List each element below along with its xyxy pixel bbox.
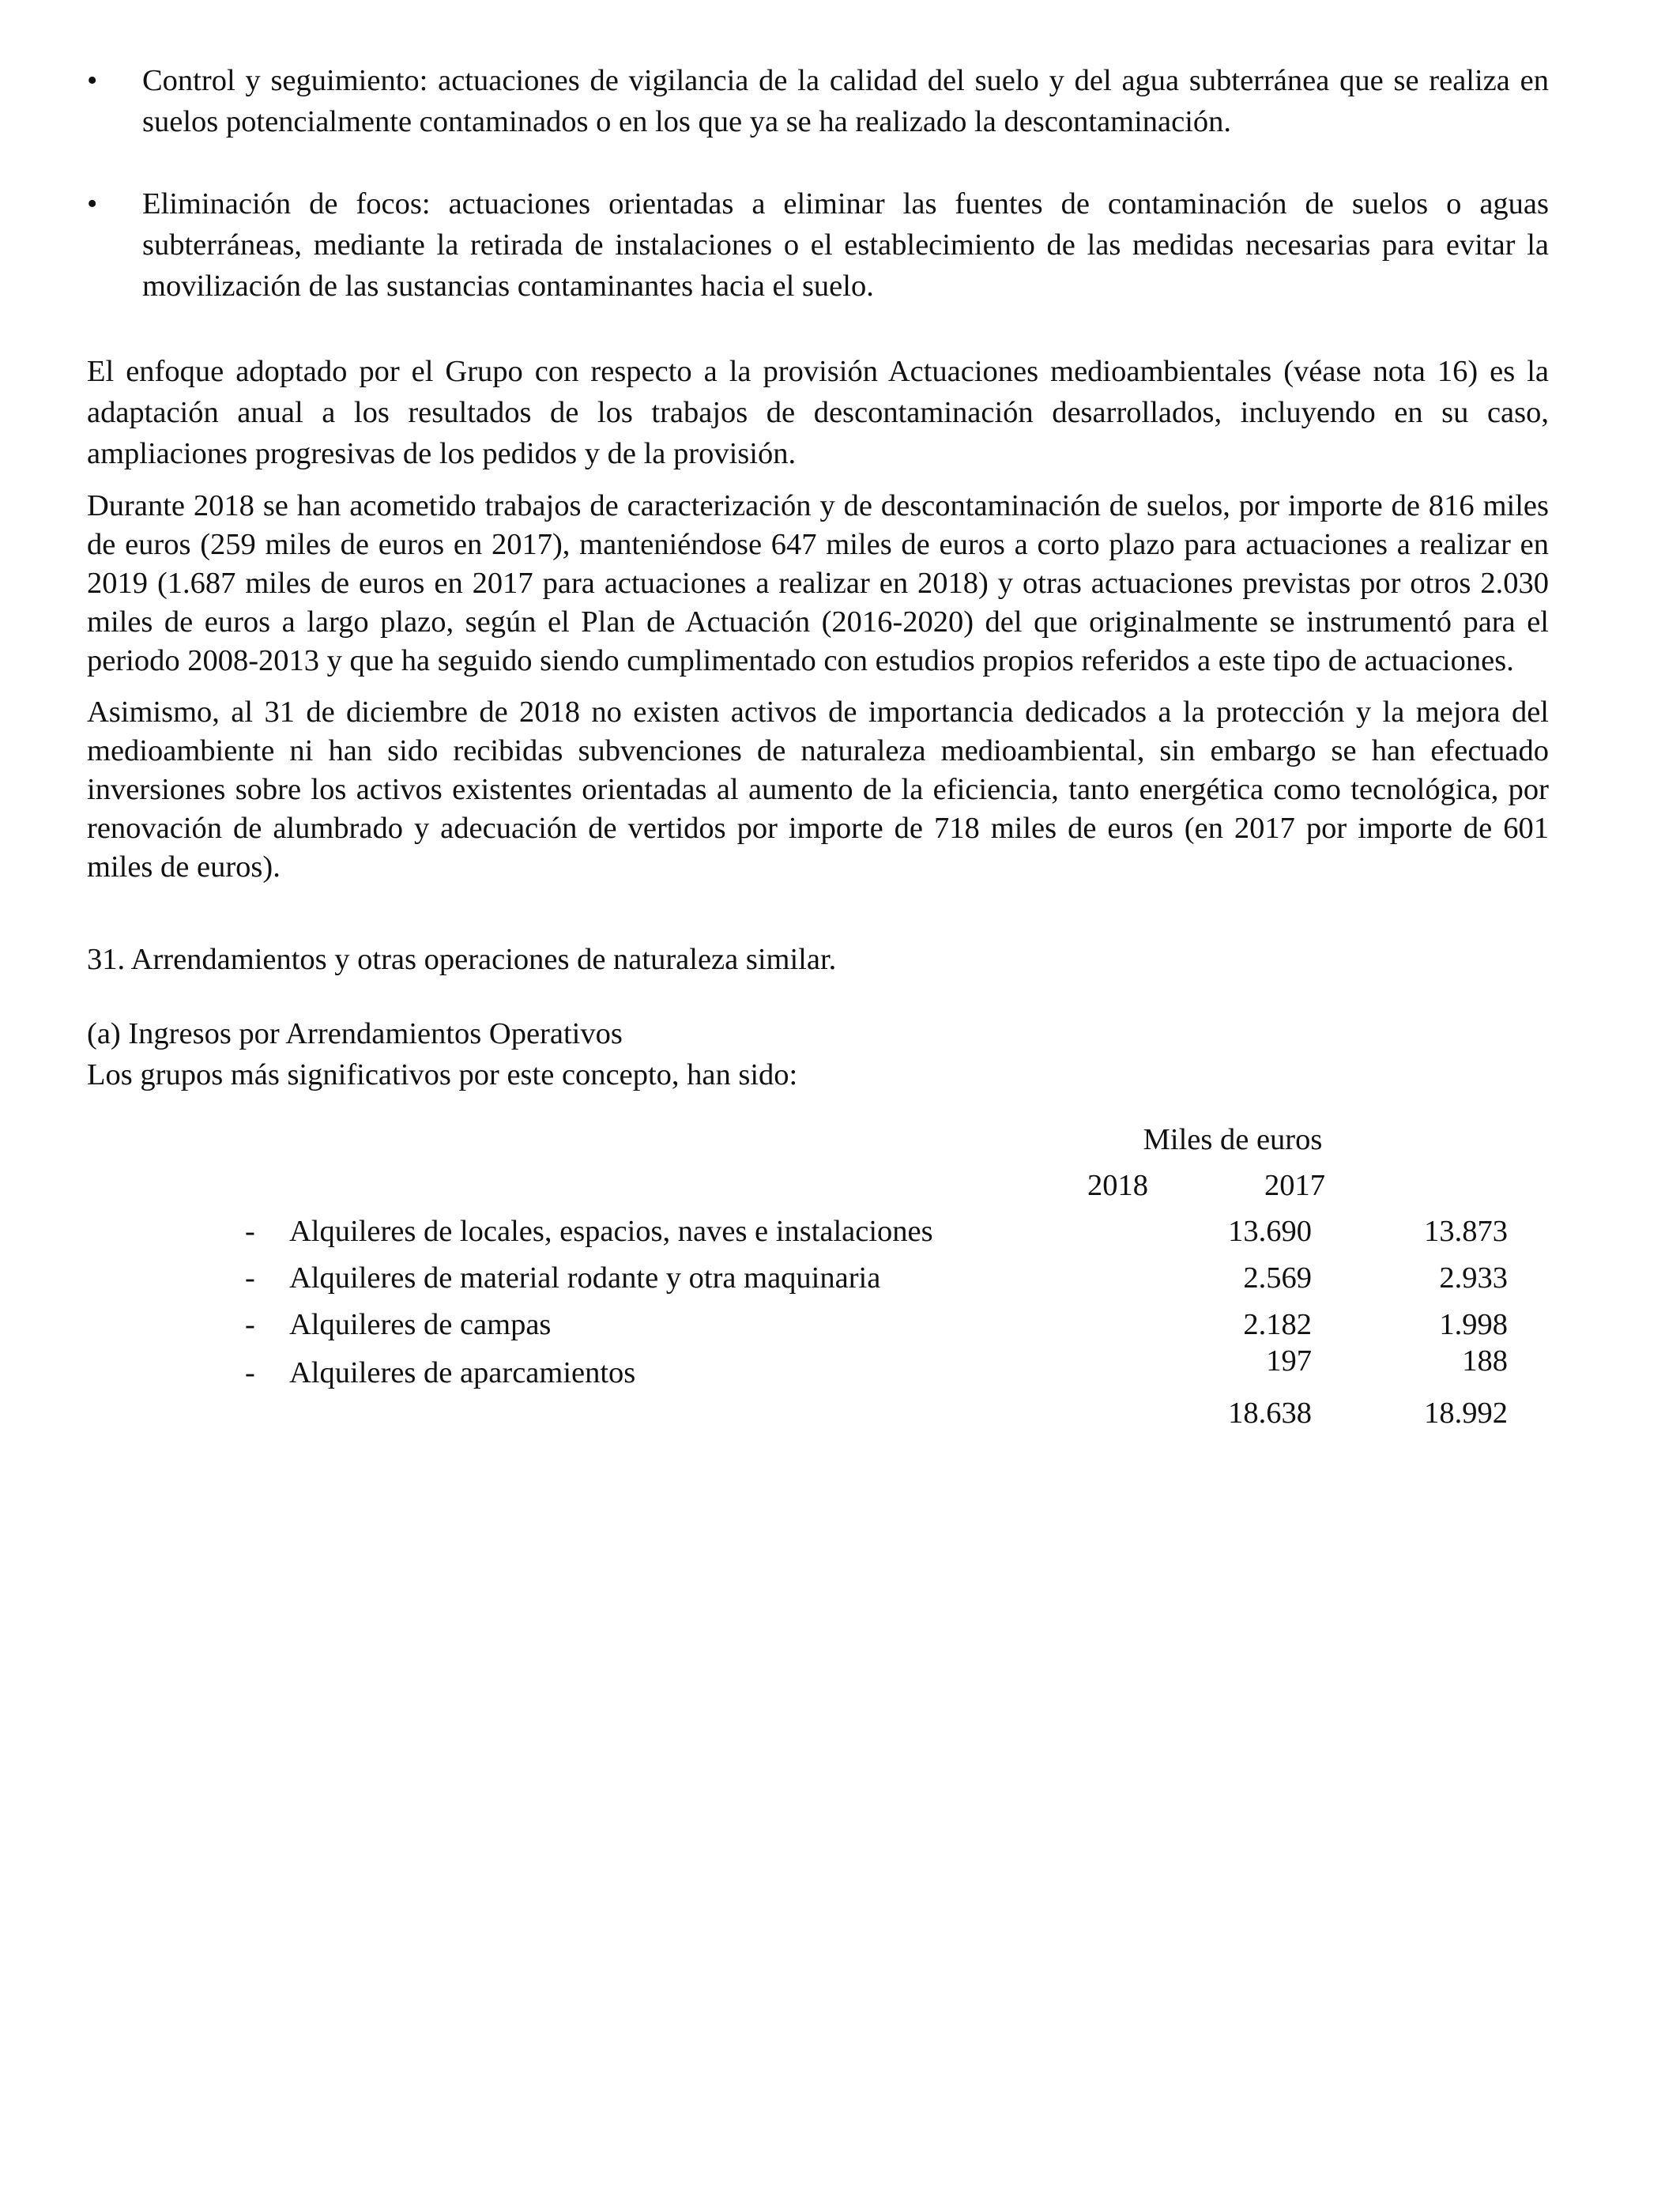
table-row (87, 1304, 1549, 1345)
bullet-item-control (87, 60, 1549, 142)
column-header-2017: 2017 (1264, 1169, 1325, 1202)
row-label: Alquileres de aparcamientos (289, 1356, 636, 1389)
document-page (87, 60, 1549, 1451)
row-dash: - (245, 1308, 255, 1341)
table-total-row (87, 1393, 1549, 1434)
value-2017: 188 (1462, 1344, 1508, 1378)
row-dash: - (245, 1261, 255, 1295)
value-2018: 2.182 (1243, 1308, 1312, 1341)
leasing-income-table (87, 1119, 1549, 1451)
row-label: Alquileres de locales, espacios, naves e instalaciones (289, 1215, 933, 1248)
section-intro: Los grupos más significativos por este concepto, han sido: (87, 1058, 798, 1091)
bullet-item-eliminacion (87, 183, 1549, 307)
paragraph-enfoque: El enfoque adoptado por el Grupo con respecto a la provisión Actuaciones medioambientales (véase nota 16) es la adaptación anual a los resultados de los trabajos de descontaminación desarrollados, incluyendo en su caso, ampliaciones progresivas de los pedidos y de la provisión. (87, 355, 1549, 470)
table-row-label (87, 1352, 1549, 1393)
total-2018: 18.638 (1228, 1397, 1312, 1430)
paragraph-inversiones: Asimismo, al 31 de diciembre de 2018 no existen activos de importancia dedicados a la protección y la mejora del medioambiente ni han sido recibidas subvenciones de naturaleza medioambiental, sin embargo se han efectuado inversiones sobre los activos existentes orientadas al aumento de la eficiencia, tanto energética como tecnológica, por renovación de alumbrado y adecuación de vertidos por importe de 718 miles de euros (en 2017 por importe de 601 miles de euros). (87, 696, 1549, 884)
bullet-text: Eliminación de focos: actuaciones orientadas a eliminar las fuentes de contaminación de suelos o aguas subterráneas, mediante la retirada de instalaciones o el establecimiento de las medidas necesarias para evitar la movilización de las sustancias contaminantes hacia el suelo. (142, 187, 1549, 303)
value-2018: 13.690 (1228, 1215, 1312, 1248)
row-label: Alquileres de campas (289, 1308, 552, 1341)
value-2018: 197 (1266, 1344, 1312, 1378)
row-label: Alquileres de material rodante y otra maquinaria (289, 1261, 881, 1295)
subsection-heading: (a) Ingresos por Arrendamientos Operativos (87, 1017, 623, 1050)
bullet-text: Control y seguimiento: actuaciones de vigilancia de la calidad del suelo y del agua subterránea que se realiza en suelos potencialmente contaminados o en los que ya se ha realizado la descontaminación. (142, 64, 1549, 138)
table-row (87, 1257, 1549, 1299)
column-header-2018: 2018 (1087, 1169, 1148, 1202)
value-2018: 2.569 (1243, 1261, 1312, 1295)
value-2017: 1.998 (1439, 1308, 1508, 1341)
table-row (87, 1211, 1549, 1252)
total-2017: 18.992 (1424, 1397, 1508, 1430)
row-dash: - (245, 1356, 255, 1389)
bullet-icon: • (87, 64, 98, 97)
row-dash: - (245, 1215, 255, 1248)
bullet-icon: • (87, 187, 98, 221)
paragraph-trabajos-2018: Durante 2018 se han acometido trabajos de caracterización y de descontaminación de suelos, por importe de 816 miles de euros (259 miles de euros en 2017), manteniéndose 647 miles de euros a corto plazo para actuaciones a realizar en 2019 (1.687 miles de euros en 2017 para actuaciones a realizar en 2018) y otras actuaciones previstas por otros 2.030 miles de euros a largo plazo, según el Plan de Actuación (2016-2020) del que originalmente se instrumentó para el periodo 2008-2013 y que ha seguido siendo cumplimentado con estudios propios referidos a este tipo de actuaciones. (87, 489, 1549, 677)
section-heading: 31. Arrendamientos y otras operaciones de naturaleza similar. (87, 943, 837, 976)
value-2017: 2.933 (1439, 1261, 1508, 1295)
table-units-header: Miles de euros (1143, 1123, 1323, 1156)
value-2017: 13.873 (1424, 1215, 1508, 1248)
